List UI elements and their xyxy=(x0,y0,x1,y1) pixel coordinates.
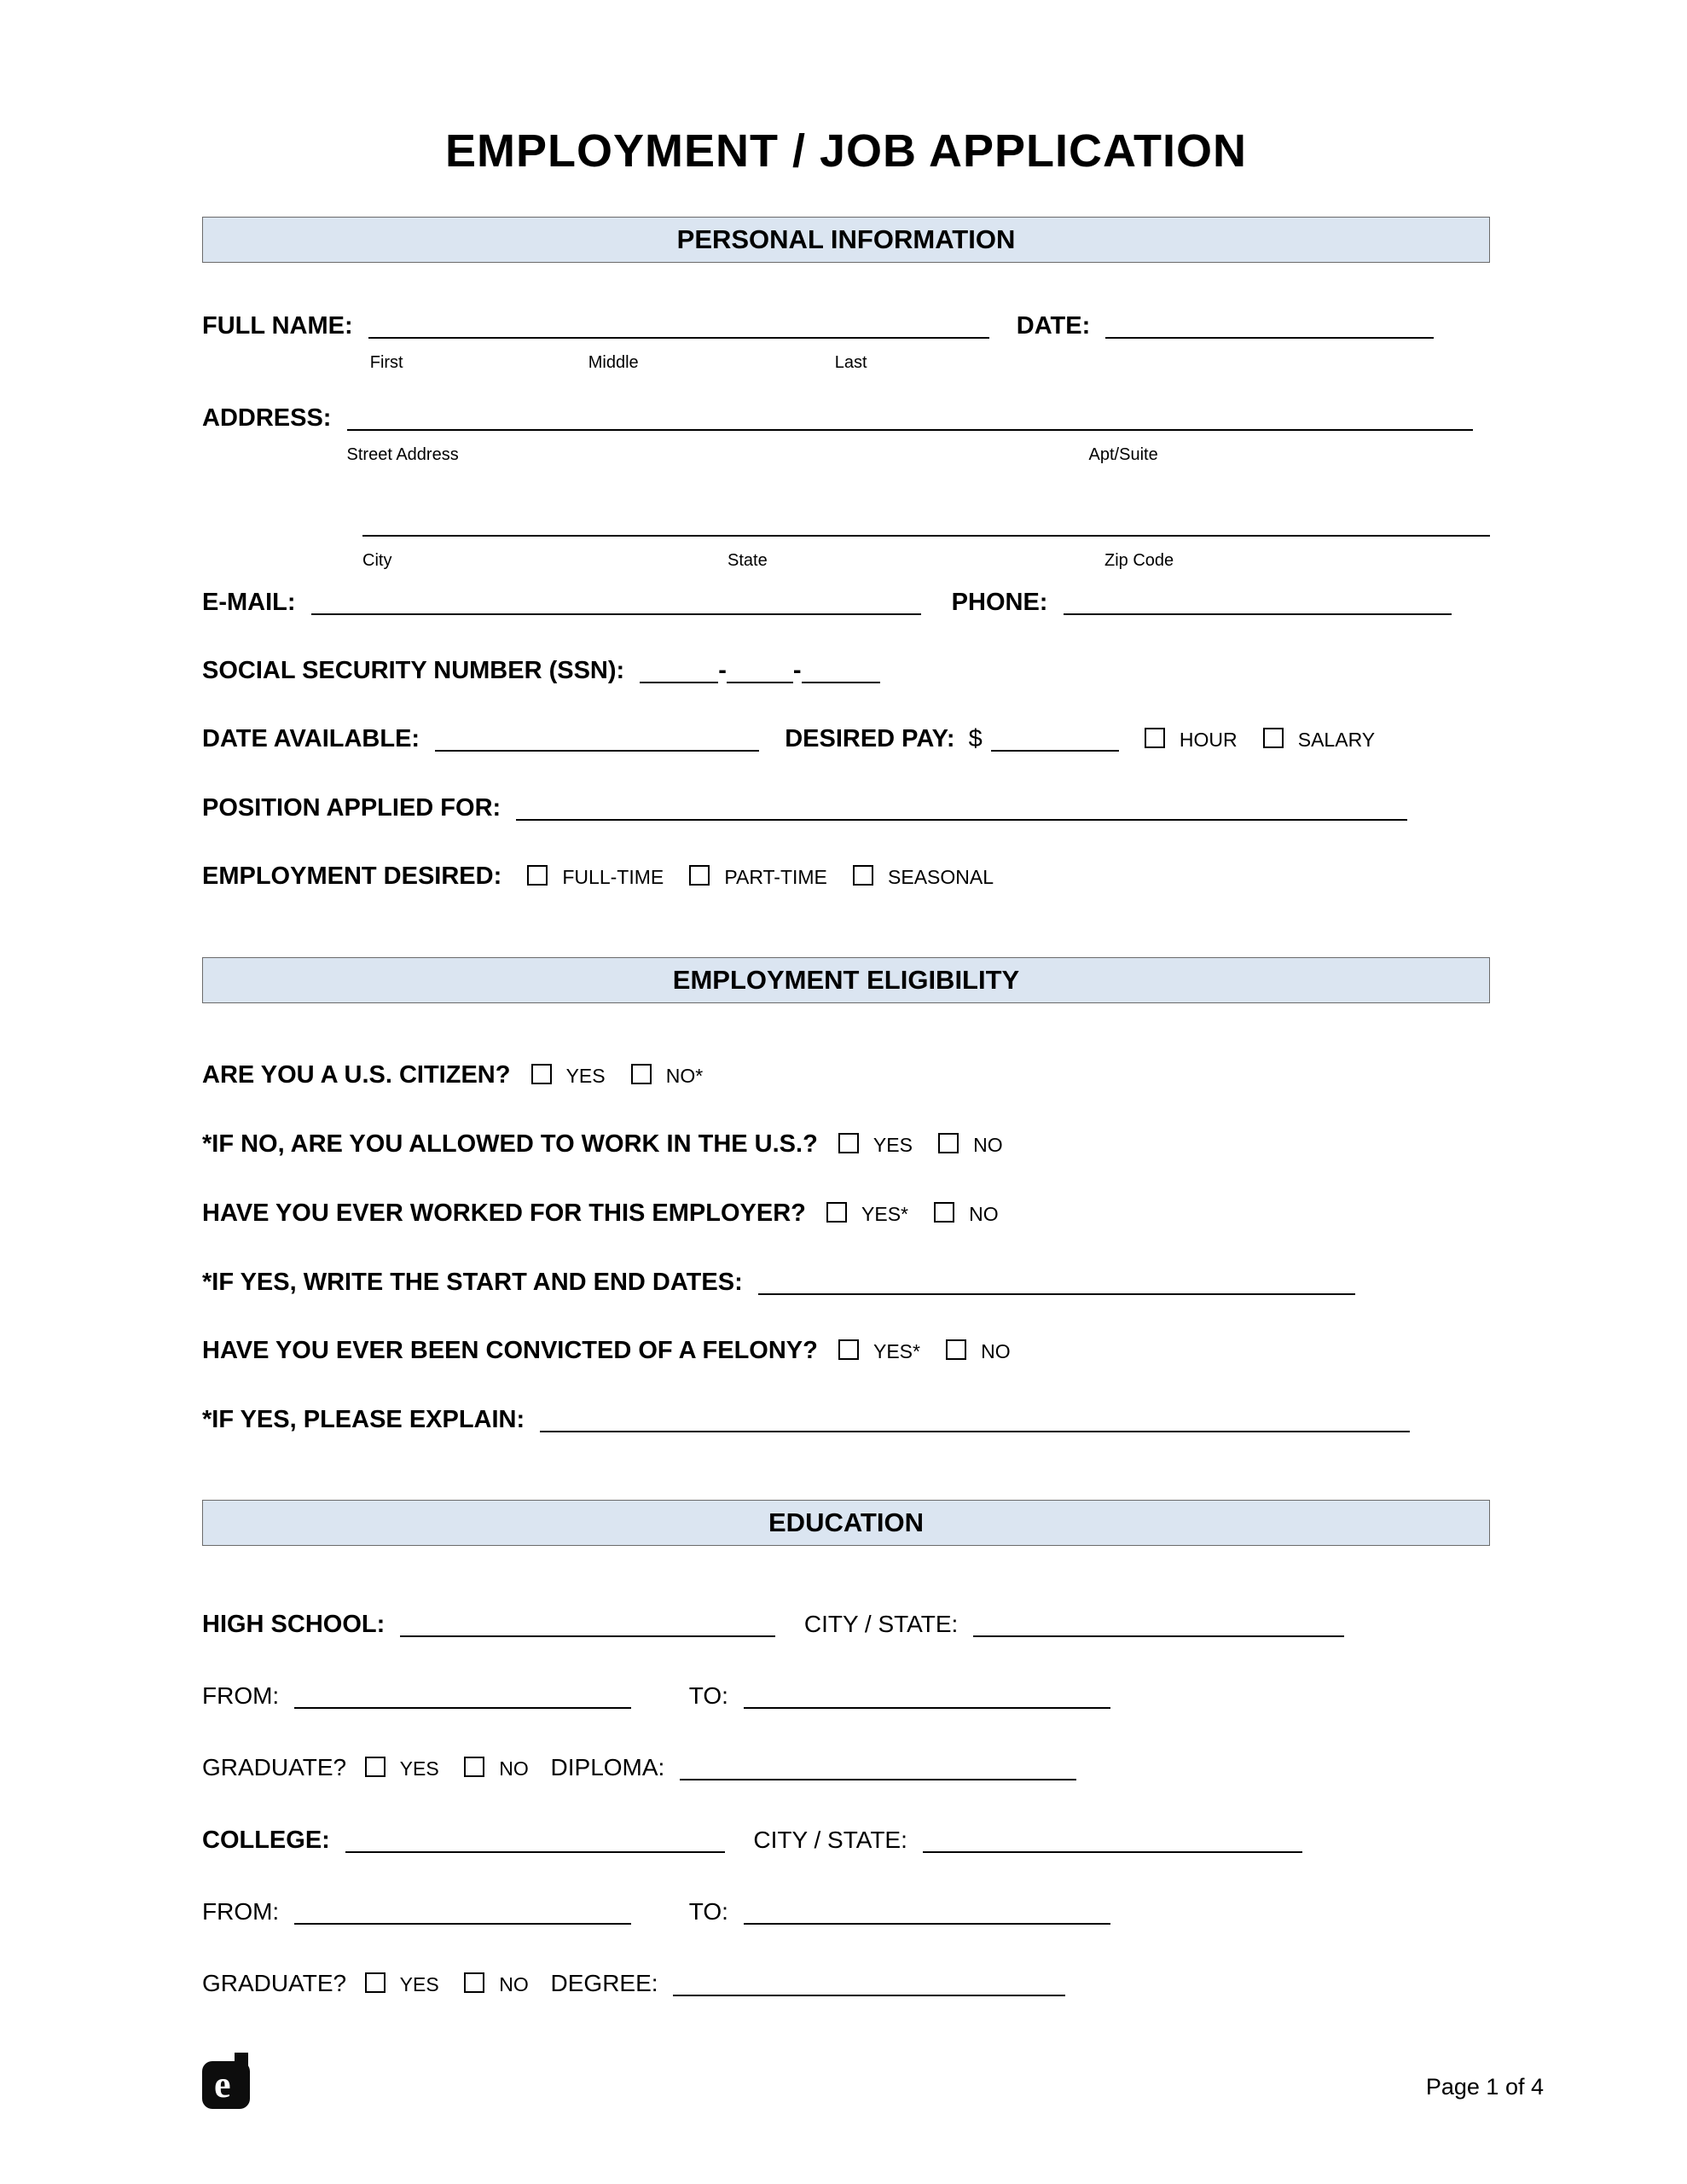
citizen-no-label: NO* xyxy=(665,1065,704,1087)
felony-yes-label: YES* xyxy=(872,1340,920,1362)
section-header-education-label: EDUCATION xyxy=(768,1507,924,1537)
college-from-label: FROM: xyxy=(202,1898,280,1925)
ssn-part3-input-line[interactable] xyxy=(802,682,880,683)
address-row-2 xyxy=(202,508,1490,570)
checkbox-felony-yes[interactable] xyxy=(838,1339,859,1360)
ssn-row xyxy=(202,655,1490,686)
email-label: E-MAIL: xyxy=(202,589,296,616)
allowed-yes-group xyxy=(838,1129,913,1160)
position-applied-label: POSITION APPLIED FOR: xyxy=(202,794,501,822)
checkbox-hs-graduate-no[interactable] xyxy=(464,1757,484,1777)
checkbox-worked-yes[interactable] xyxy=(826,1202,847,1223)
felony-no-label: NO xyxy=(981,1340,1011,1362)
date-available-pay-row xyxy=(202,723,1490,755)
full-time-option-group xyxy=(527,861,664,892)
hs-graduate-no-group xyxy=(464,1752,528,1784)
page-number: Page 1 of 4 xyxy=(1425,2074,1544,2100)
felony-yes-group xyxy=(838,1335,920,1367)
felony-explain-row xyxy=(202,1404,1490,1435)
full-time-option-label: FULL-TIME xyxy=(562,866,664,888)
address-row xyxy=(202,403,1490,464)
college-input-line[interactable] xyxy=(345,1851,725,1853)
date-label: DATE: xyxy=(1016,312,1091,340)
email-phone-row xyxy=(202,587,1490,618)
college-graduate-row xyxy=(202,1968,1490,2000)
checkbox-allowed-yes[interactable] xyxy=(838,1133,859,1153)
college-label: COLLEGE: xyxy=(202,1827,330,1854)
street-address-sublabel: Street Address xyxy=(346,445,459,464)
ssn-part1-input-line[interactable] xyxy=(640,682,718,683)
felony-explain-input-line[interactable] xyxy=(540,1431,1410,1432)
start-end-dates-label: *IF YES, WRITE THE START AND END DATES: xyxy=(202,1269,743,1296)
first-sublabel: First xyxy=(369,353,403,372)
allowed-no-group xyxy=(938,1129,1003,1160)
currency-symbol: $ xyxy=(968,725,983,752)
date-available-label: DATE AVAILABLE: xyxy=(202,725,420,752)
desired-pay-label: DESIRED PAY: xyxy=(785,725,955,752)
checkbox-felony-no[interactable] xyxy=(946,1339,966,1360)
college-graduate-label: GRADUATE? xyxy=(202,1970,347,1996)
college-from-input-line[interactable] xyxy=(294,1923,631,1925)
ssn-label: SOCIAL SECURITY NUMBER (SSN): xyxy=(202,657,625,684)
college-graduate-no-label: NO xyxy=(499,1973,529,1995)
zip-code-sublabel: Zip Code xyxy=(1104,551,1174,570)
hour-option-group xyxy=(1145,723,1238,755)
checkbox-seasonal[interactable] xyxy=(853,865,873,886)
email-input-line[interactable] xyxy=(311,613,921,615)
city-state-zip-input-line[interactable] xyxy=(362,535,1490,570)
address-label: ADDRESS: xyxy=(202,404,332,432)
felony-question-label: HAVE YOU EVER BEEN CONVICTED OF A FELONY? xyxy=(202,1337,818,1364)
high-school-dates-row xyxy=(202,1681,1490,1711)
section-header-employment-eligibility xyxy=(202,957,1490,1003)
college-graduate-yes-group xyxy=(365,1968,439,2000)
seasonal-option-label: SEASONAL xyxy=(888,866,994,888)
citizen-question-label: ARE YOU A U.S. CITIZEN? xyxy=(202,1061,511,1089)
high-school-graduate-row xyxy=(202,1752,1490,1784)
apt-suite-sublabel: Apt/Suite xyxy=(1088,445,1158,464)
allowed-to-work-question-label: *IF NO, ARE YOU ALLOWED TO WORK IN THE U.S.? xyxy=(202,1130,818,1158)
section-header-eligibility-label: EMPLOYMENT ELIGIBILITY xyxy=(672,965,1020,995)
college-city-state-input-line[interactable] xyxy=(923,1851,1302,1853)
full-name-input-line[interactable] xyxy=(368,337,989,372)
felony-explain-label: *IF YES, PLEASE EXPLAIN: xyxy=(202,1406,525,1433)
employment-desired-label: EMPLOYMENT DESIRED: xyxy=(202,863,502,890)
degree-label: DEGREE: xyxy=(550,1970,658,1996)
section-header-education xyxy=(202,1500,1490,1546)
logo-letter: e xyxy=(214,2064,231,2106)
college-city-state-label: CITY / STATE: xyxy=(753,1827,907,1853)
college-dates-row xyxy=(202,1896,1490,1927)
part-time-option-label: PART-TIME xyxy=(724,866,827,888)
checkbox-hs-graduate-yes[interactable] xyxy=(365,1757,386,1777)
checkbox-full-time[interactable] xyxy=(527,865,548,886)
phone-label: PHONE: xyxy=(951,589,1048,616)
high-school-row xyxy=(202,1609,1490,1640)
allowed-no-label: NO xyxy=(973,1134,1003,1156)
phone-input-line[interactable] xyxy=(1064,613,1452,615)
worked-yes-group xyxy=(826,1198,908,1229)
allowed-to-work-question-row xyxy=(202,1129,1490,1160)
ssn-part2-input-line[interactable] xyxy=(727,682,793,683)
hs-graduate-yes-group xyxy=(365,1752,439,1784)
section-header-personal-label: PERSONAL INFORMATION xyxy=(676,224,1016,254)
high-school-to-input-line[interactable] xyxy=(744,1707,1110,1709)
page-title: EMPLOYMENT / JOB APPLICATION xyxy=(444,125,1248,177)
college-to-label: TO: xyxy=(688,1898,728,1925)
worked-for-employer-question-label: HAVE YOU EVER WORKED FOR THIS EMPLOYER? xyxy=(202,1199,806,1227)
diploma-label: DIPLOMA: xyxy=(550,1754,665,1780)
allowed-yes-label: YES xyxy=(872,1134,913,1156)
citizen-yes-label: YES xyxy=(565,1065,606,1087)
state-sublabel: State xyxy=(728,551,768,570)
college-to-input-line[interactable] xyxy=(744,1923,1110,1925)
diploma-input-line[interactable] xyxy=(680,1779,1076,1780)
checkbox-college-graduate-yes[interactable] xyxy=(365,1972,386,1993)
last-sublabel: Last xyxy=(834,353,867,372)
high-school-from-input-line[interactable] xyxy=(294,1707,631,1709)
checkbox-allowed-no[interactable] xyxy=(938,1133,959,1153)
position-applied-row xyxy=(202,793,1490,823)
hour-option-label: HOUR xyxy=(1179,729,1238,751)
full-name-row xyxy=(202,311,1490,372)
college-graduate-yes-label: YES xyxy=(399,1973,439,1995)
part-time-option-group xyxy=(689,861,827,892)
date-input-line[interactable] xyxy=(1105,337,1434,339)
high-school-label: HIGH SCHOOL: xyxy=(202,1611,386,1638)
citizen-no-group xyxy=(631,1060,704,1091)
ssn-dash-2: - xyxy=(792,657,802,684)
seasonal-option-group xyxy=(853,861,994,892)
worked-no-group xyxy=(934,1198,999,1229)
checkbox-salary[interactable] xyxy=(1263,728,1284,748)
high-school-from-label: FROM: xyxy=(202,1682,280,1709)
high-school-graduate-label: GRADUATE? xyxy=(202,1754,347,1780)
desired-pay-input-line[interactable] xyxy=(991,750,1119,752)
felony-question-row xyxy=(202,1335,1490,1367)
high-school-city-state-label: CITY / STATE: xyxy=(803,1611,959,1637)
eforms-logo xyxy=(202,2051,255,2109)
middle-sublabel: Middle xyxy=(588,353,639,372)
worked-for-employer-question-row xyxy=(202,1198,1490,1229)
city-sublabel: City xyxy=(362,551,392,570)
worked-no-label: NO xyxy=(969,1203,999,1225)
hs-graduate-yes-label: YES xyxy=(399,1757,439,1780)
street-address-input-line[interactable] xyxy=(346,429,1473,464)
full-name-label: FULL NAME: xyxy=(202,312,353,340)
high-school-city-state-input-line[interactable] xyxy=(973,1635,1344,1637)
high-school-input-line[interactable] xyxy=(400,1635,775,1637)
checkbox-part-time[interactable] xyxy=(689,865,710,886)
citizen-question-row xyxy=(202,1060,1490,1091)
start-end-dates-input-line[interactable] xyxy=(758,1293,1355,1295)
high-school-to-label: TO: xyxy=(688,1682,728,1709)
checkbox-hour[interactable] xyxy=(1145,728,1165,748)
start-end-dates-row xyxy=(202,1267,1490,1298)
salary-option-group xyxy=(1263,723,1375,755)
date-available-input-line[interactable] xyxy=(435,750,759,752)
employment-desired-row xyxy=(202,861,1490,892)
college-row xyxy=(202,1825,1490,1856)
checkbox-college-graduate-no[interactable] xyxy=(464,1972,484,1993)
citizen-yes-group xyxy=(531,1060,606,1091)
degree-input-line[interactable] xyxy=(673,1995,1065,1996)
worked-yes-label: YES* xyxy=(861,1203,908,1225)
section-header-personal-information xyxy=(202,217,1490,263)
checkbox-worked-no[interactable] xyxy=(934,1202,954,1223)
ssn-dash-1: - xyxy=(718,657,727,684)
salary-option-label: SALARY xyxy=(1297,729,1376,751)
checkbox-citizen-no[interactable] xyxy=(631,1064,652,1084)
hs-graduate-no-label: NO xyxy=(499,1757,529,1780)
position-applied-input-line[interactable] xyxy=(516,819,1407,821)
checkbox-citizen-yes[interactable] xyxy=(531,1064,552,1084)
college-graduate-no-group xyxy=(464,1968,528,2000)
felony-no-group xyxy=(946,1335,1011,1367)
